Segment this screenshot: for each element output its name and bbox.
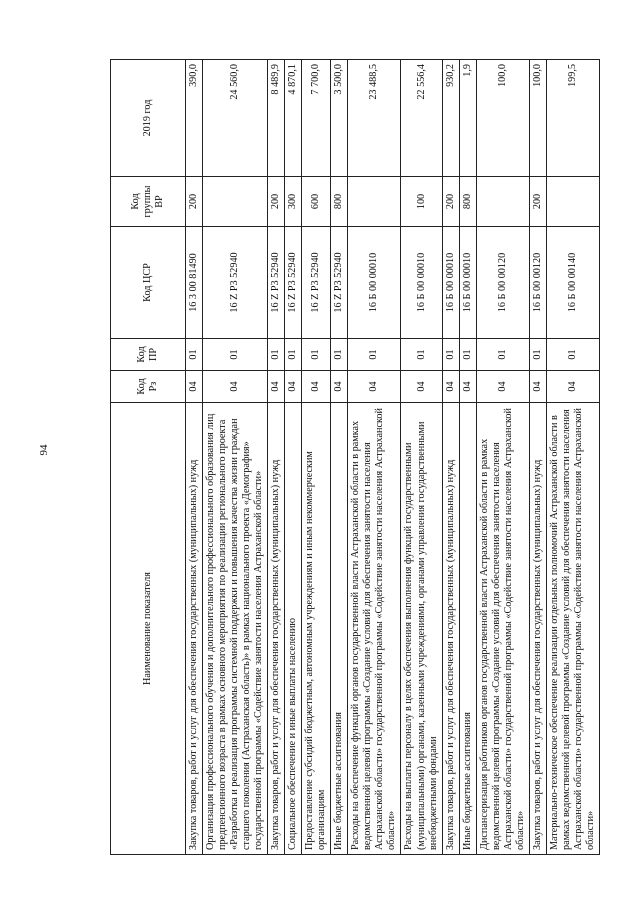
row-value: 100,0 [529,60,546,177]
row-value: 23 488,5 [348,60,401,177]
table-row [285,60,302,855]
budget-table [110,59,600,855]
header-vr: Код группы ВР [111,177,186,227]
table-row [302,60,331,855]
row-vr: 200 [529,177,546,227]
row-name: Организация профессионального обучения и дополнительного профессионального образования лиц предпенсионного возраста в рамках основного мероприятия по реализации регионального проекта «Разработка и реализация программы системной поддержки и повышения качества жизни граждан старшего поколения (Астраханская область)» в рамках национального проекта «Демография» государственной программы «Содействие занятости населения Астраханской области» [203,403,268,855]
row-vr: 100 [401,177,442,227]
row-vr [546,177,599,227]
row-value: 390,0 [186,60,203,177]
row-csr: 16 Z P3 52940 [203,227,268,339]
row-csr: 16 Б 00 00010 [348,227,401,339]
row-csr: 16 Z P3 52940 [331,227,348,339]
row-csr: 16 Б 00 00140 [546,227,599,339]
row-csr: 16 3 00 81490 [186,227,203,339]
row-rz: 04 [268,371,285,403]
page-number: 94 [38,444,50,456]
rotated-table-container [110,60,639,855]
row-vr: 800 [459,177,476,227]
row-pr: 01 [186,339,203,371]
row-rz: 04 [331,371,348,403]
row-vr: 600 [302,177,331,227]
row-rz: 04 [546,371,599,403]
table-header-row [111,60,186,855]
table-row [348,60,401,855]
row-rz: 04 [348,371,401,403]
row-value: 8 489,9 [268,60,285,177]
row-csr: 16 Z P3 52940 [302,227,331,339]
row-name: Расходы на выплаты персоналу в целях обеспечения выполнения функций государственными (муниципальными) органами, казенными учреждениями, органами управления государственными внебюджетными фондами [401,403,442,855]
table-row [529,60,546,855]
header-csr: Код ЦСР [111,227,186,339]
header-year: 2019 год [111,60,186,177]
row-pr: 01 [459,339,476,371]
row-csr: 16 Б 00 00120 [529,227,546,339]
row-csr: 16 Z P3 52940 [268,227,285,339]
row-name: Иные бюджетные ассигнования [331,403,348,855]
row-vr: 300 [285,177,302,227]
row-name: Закупка товаров, работ и услуг для обеспечения государственных (муниципальных) нужд [529,403,546,855]
row-rz: 04 [203,371,268,403]
row-pr: 01 [348,339,401,371]
table-row [442,60,459,855]
row-vr: 800 [331,177,348,227]
row-csr: 16 Б 00 00010 [401,227,442,339]
row-rz: 04 [459,371,476,403]
row-name: Материально-техническое обеспечение реализации отдельных полномочий Астраханской области в рамках ведомственной целевой программы «Создание условий для обеспечения занятости населения Астраханской области» государственной программы «Содействие занятости населения Астраханской области» [546,403,599,855]
row-value: 100,0 [476,60,529,177]
row-vr [348,177,401,227]
row-vr: 200 [268,177,285,227]
table-row [546,60,599,855]
row-pr: 01 [476,339,529,371]
row-pr: 01 [442,339,459,371]
row-vr [476,177,529,227]
row-name: Диспансеризация работников органов государственной власти Астраханской области в рамках ведомственной целевой программы «Создание условий для обеспечения занятости населения Астраханской области» государственной программы «Содействие занятости населения Астраханской области» [476,403,529,855]
row-name: Предоставление субсидий бюджетным, автономным учреждениям и иным некоммерческим организациям [302,403,331,855]
row-rz: 04 [442,371,459,403]
row-pr: 01 [546,339,599,371]
row-csr: 16 Z P3 52940 [285,227,302,339]
row-rz: 04 [476,371,529,403]
table-row [401,60,442,855]
row-vr [203,177,268,227]
row-vr: 200 [186,177,203,227]
row-rz: 04 [285,371,302,403]
row-rz: 04 [529,371,546,403]
row-name: Закупка товаров, работ и услуг для обеспечения государственных (муниципальных) нужд [442,403,459,855]
row-value: 930,2 [442,60,459,177]
row-name: Социальное обеспечение и иные выплаты населению [285,403,302,855]
row-pr: 01 [268,339,285,371]
row-name: Закупка товаров, работ и услуг для обеспечения государственных (муниципальных) нужд [186,403,203,855]
row-value: 3 500,0 [331,60,348,177]
row-name: Иные бюджетные ассигнования [459,403,476,855]
row-name: Закупка товаров, работ и услуг для обеспечения государственных (муниципальных) нужд [268,403,285,855]
row-pr: 01 [331,339,348,371]
row-csr: 16 Б 00 00010 [442,227,459,339]
row-rz: 04 [302,371,331,403]
table-row [268,60,285,855]
row-value: 7 700,0 [302,60,331,177]
table-row [331,60,348,855]
row-rz: 04 [186,371,203,403]
table-row [459,60,476,855]
row-pr: 01 [302,339,331,371]
table-row [203,60,268,855]
row-value: 199,5 [546,60,599,177]
row-csr: 16 Б 00 00010 [459,227,476,339]
row-value: 24 560,0 [203,60,268,177]
row-pr: 01 [203,339,268,371]
row-name: Расходы на обеспечение функций органов государственной власти Астраханской области в рамках ведомственной целевой программы «Создание условий для обеспечения занятости населения Астраханской области» государственной программы «Содействие занятости населения Астраханской области» [348,403,401,855]
row-rz: 04 [401,371,442,403]
row-value: 4 870,1 [285,60,302,177]
row-value: 22 556,4 [401,60,442,177]
row-pr: 01 [285,339,302,371]
table-row [476,60,529,855]
row-pr: 01 [401,339,442,371]
row-vr: 200 [442,177,459,227]
row-value: 1,9 [459,60,476,177]
header-rz: Код Рз [111,371,186,403]
rotated-table-area [110,60,639,855]
table-row [186,60,203,855]
row-csr: 16 Б 00 00120 [476,227,529,339]
row-pr: 01 [529,339,546,371]
header-pr: Код ПР [111,339,186,371]
header-name: Наименование показателя [111,403,186,855]
